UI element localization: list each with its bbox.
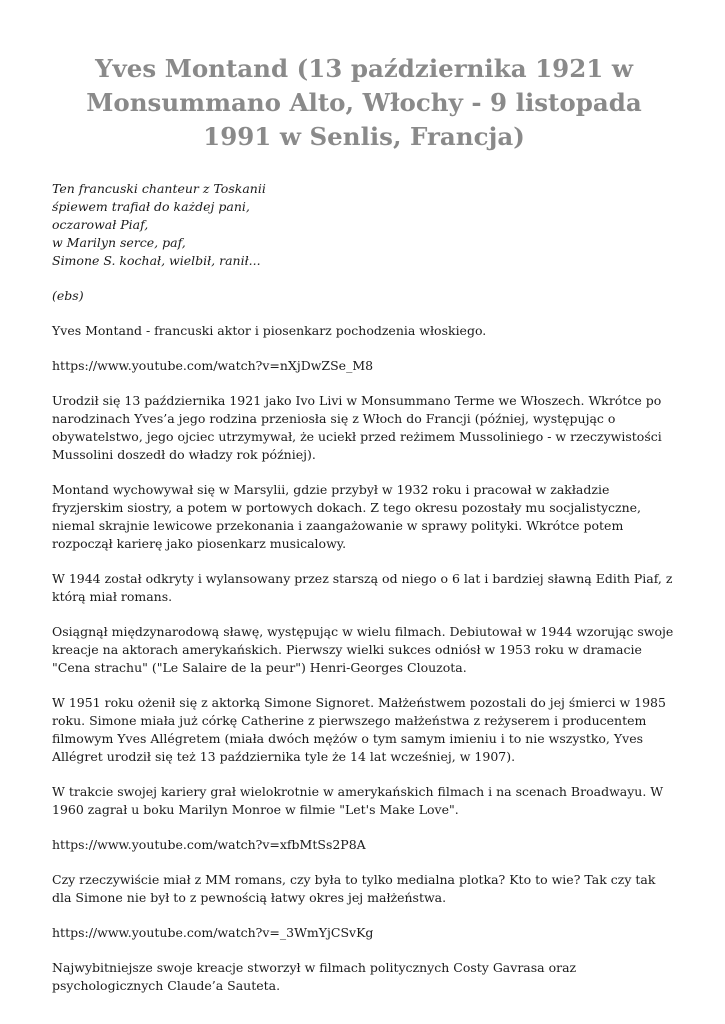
body-paragraph: W 1951 roku ożenił się z aktorką Simone Signoret. Małżeństwem pozostali do jej śmierci w 1985 roku. Simone miała już córkę Catherine z pierwszego małżeństwa z reżyserem i producentem filmowym Yves Allégretem (miała dwóch mężów o tym samym imieniu i to nie wszystko, Yves Allégret urodził się też 13 października tyle że 14 lat wcześniej, w 1907). — [52, 695, 666, 764]
poem-line: Ten francuski chanteur z Toskanii — [52, 181, 266, 196]
body-paragraph: W trakcie swojej kariery grał wielokrotnie w amerykańskich filmach i na scenach Broadwayu. W 1960 zagrał u boku Marilyn Monroe w filmie "Let's Make Love". — [52, 784, 664, 817]
body-paragraph: Czy rzeczywiście miał z MM romans, czy była to tylko medialna plotka? Kto to wie? Tak czy tak dla Simone nie był to z pewnością łatwy okres jej małżeństwa. — [52, 872, 656, 905]
poem-line: Simone S. kochał, wielbił, ranił... — [52, 253, 261, 268]
body-paragraph: Urodził się 13 października 1921 jako Ivo Livi w Monsummano Terme we Włoszech. Wkrótce po narodzinach Yves’a jego rodzina przeniosła się z Włoch do Francji (później, występując o obywatelstwo, jego ojciec utrzymywał, że uciekł przed reżimem Mussoliniego - w rzeczywistości Mussolini doszedł do władzy rok później). — [52, 393, 662, 462]
intro-paragraph: Yves Montand - francuski aktor i piosenkarz pochodzenia włoskiego. — [52, 323, 487, 338]
page-title: Yves Montand (13 października 1921 w Monsummano Alto, Włochy - 9 listopada 1991 w Senlis, Francja) — [86, 54, 642, 151]
document-page — [52, 52, 676, 1012]
body-paragraph: Osiągnął międzynarodową sławę, występując w wielu filmach. Debiutował w 1944 wzorując swoje kreacje na aktorach amerykańskich. Pierwszy wielki sukces odniósł w 1953 roku w dramacie "Cena strachu" ("Le Salaire de la peur") Henri-Georges Clouzota. — [52, 624, 674, 675]
body-paragraph: Najwybitniejsze swoje kreacje stworzył w filmach politycznych Costy Gavrasa oraz psychologicznych Claude’a Sauteta. — [52, 960, 577, 993]
video-link: https://www.youtube.com/watch?v=nXjDwZSe_M8 — [52, 358, 374, 373]
poem — [52, 180, 676, 270]
body-paragraph: Montand wychowywał się w Marsylii, gdzie przybył w 1932 roku i pracował w zakładzie fryzjerskim siostry, a potem w portowych dokach. Z tego okresu pozostały mu socjalistyczne, niemal skrajnie lewicowe przekonania i zaangażowanie w sprawy polityki. Wkrótce potem rozpoczął karierę jako piosenkarz musicalowy. — [52, 482, 642, 551]
poem-line: w Marilyn serce, paf, — [52, 235, 186, 250]
video-link: https://www.youtube.com/watch?v=xfbMtSs2P8A — [52, 837, 366, 852]
poem-line: oczarował Piaf, — [52, 217, 149, 232]
poem-author: (ebs) — [52, 288, 84, 303]
video-link: https://www.youtube.com/watch?v=_3WmYjCSvKg — [52, 925, 374, 940]
poem-line: śpiewem trafiał do każdej pani, — [52, 199, 250, 214]
body-paragraph: W 1944 został odkryty i wylansowany przez starszą od niego o 6 lat i bardziej sławną Edith Piaf, z którą miał romans. — [52, 571, 673, 604]
